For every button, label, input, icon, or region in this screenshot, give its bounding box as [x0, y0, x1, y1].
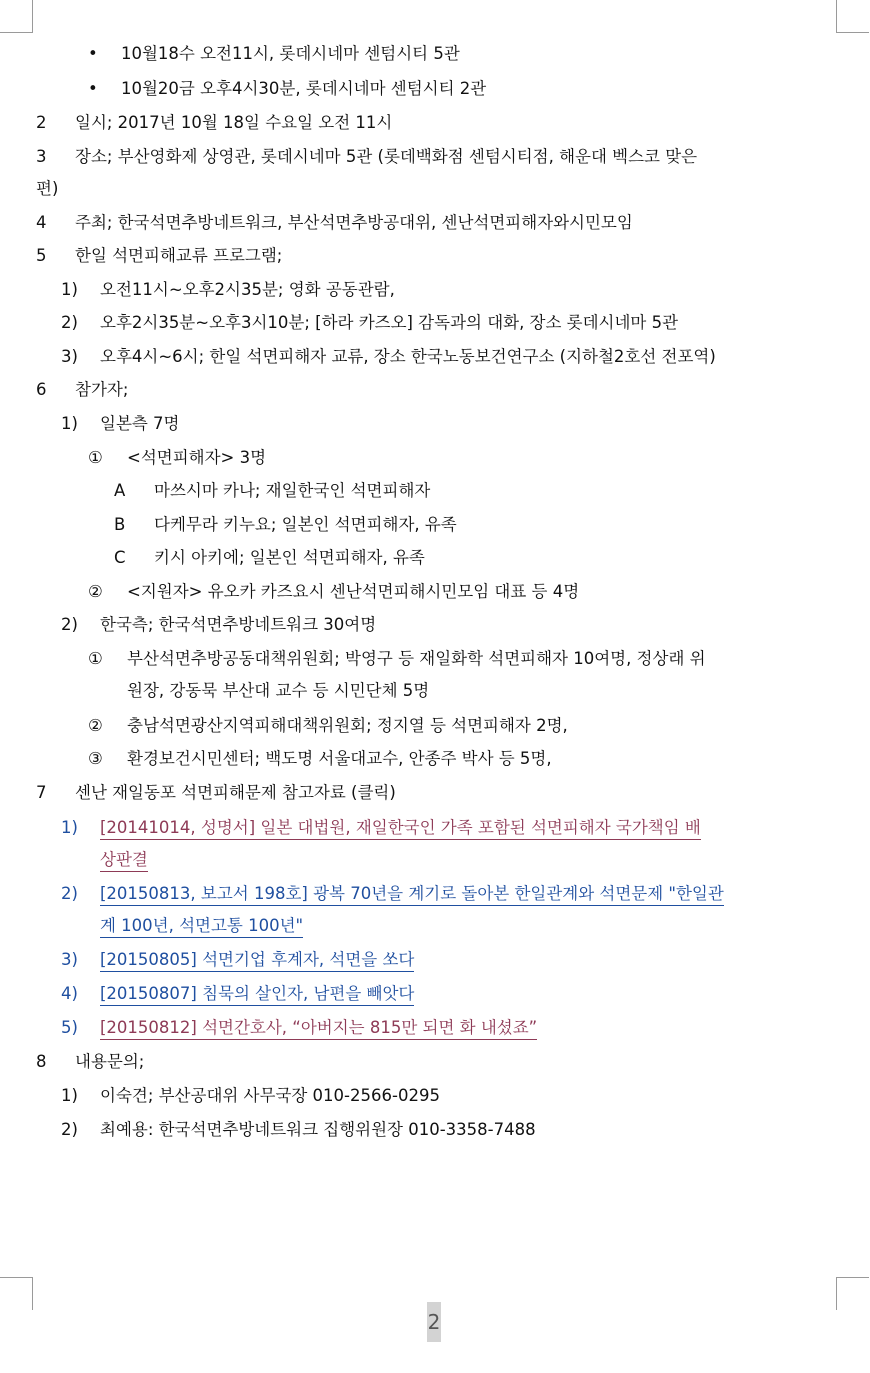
section-number: 2	[36, 113, 47, 132]
list-item-text-line-1: 부산석면추방공동대책위원회; 박영구 등 재일화학 석면피해자 10여명, 정상래 위	[127, 649, 706, 668]
item-number: 3)	[61, 347, 78, 366]
section-number: 6	[36, 380, 47, 399]
item-number: 4)	[61, 984, 78, 1003]
reference-link-5[interactable]	[36, 1012, 836, 1044]
section-number: 8	[36, 1052, 47, 1071]
list-item	[36, 609, 836, 641]
letter-marker: B	[114, 515, 126, 534]
list-item	[36, 509, 836, 541]
section-participants	[36, 374, 836, 406]
list-item	[36, 442, 836, 474]
section-text: 일시; 2017년 10월 18일 수요일 오전 11시	[75, 113, 393, 132]
crop-mark-top-right	[836, 0, 869, 33]
list-item-text: 다케무라 키누요; 일본인 석면피해자, 유족	[154, 515, 457, 534]
list-item	[36, 576, 836, 608]
list-item	[36, 341, 836, 373]
item-number: 1)	[61, 818, 78, 837]
list-item-text: 오후4시~6시; 한일 석면피해자 교류, 장소 한국노동보건연구소 (지하철2호선 전포역)	[100, 347, 716, 366]
reference-link-text-line-2[interactable]: 계 100년, 석면고통 100년"	[100, 916, 303, 938]
list-item-text: 한국측; 한국석면추방네트워크 30여명	[100, 615, 377, 634]
item-number: 1)	[61, 280, 78, 299]
circled-number: ①	[88, 448, 103, 467]
list-item	[36, 274, 836, 306]
section-references	[36, 777, 836, 809]
item-number: 5)	[61, 1018, 78, 1037]
list-item-text: 오후2시35분~오후3시10분; [하라 카즈오] 감독과의 대화, 장소 롯데시네마 5관	[100, 313, 679, 332]
section-number: 4	[36, 213, 47, 232]
section-contact	[36, 1046, 836, 1078]
list-item-text	[127, 643, 836, 707]
section-host	[36, 207, 836, 239]
list-item	[36, 38, 836, 70]
bullet-marker: •	[88, 79, 98, 98]
reference-link-text[interactable]: [20150812] 석면간호사, “아버지는 815만 되면 화 내셨죠”	[100, 1018, 537, 1040]
list-item-text: 충남석면광산지역피해대책위원회; 정지열 등 석면피해자 2명,	[127, 716, 568, 735]
reference-link-3[interactable]	[36, 944, 836, 976]
item-number: 1)	[61, 1086, 78, 1105]
crop-mark-bottom-right	[836, 1277, 869, 1310]
section-text: 한일 석면피해교류 프로그램;	[75, 246, 283, 265]
section-text	[36, 141, 836, 205]
list-item	[36, 1080, 836, 1112]
section-text: 주최; 한국석면추방네트워크, 부산석면추방공대위, 센난석면피해자와시민모임	[75, 213, 633, 232]
section-text: 센난 재일동포 석면피해문제 참고자료 (클릭)	[75, 783, 396, 802]
letter-marker: A	[114, 481, 126, 500]
section-place	[36, 141, 836, 205]
list-item-text-line-2: 원장, 강동묵 부산대 교수 등 시민단체 5명	[127, 681, 430, 700]
section-program	[36, 240, 836, 272]
list-item	[36, 743, 836, 775]
list-item	[36, 710, 836, 742]
reference-link-1[interactable]	[36, 812, 836, 876]
list-item-text: 10월18수 오전11시, 롯데시네마 센텀시티 5관	[121, 44, 460, 63]
reference-link-text-line-2[interactable]: 상판결	[100, 850, 148, 872]
list-item	[36, 307, 836, 339]
bullet-marker: •	[88, 44, 98, 63]
reference-link-text[interactable]: [20150807] 침묵의 살인자, 남편을 빼앗다	[100, 984, 414, 1006]
list-item	[36, 73, 836, 105]
list-item	[36, 408, 836, 440]
section-text: 내용문의;	[75, 1052, 145, 1071]
reference-link-4[interactable]	[36, 978, 836, 1010]
list-item-text: <지원자> 유오카 카즈요시 센난석면피해시민모임 대표 등 4명	[127, 582, 580, 601]
section-number: 5	[36, 246, 47, 265]
letter-marker: C	[114, 548, 126, 567]
section-text: 참가자;	[75, 380, 129, 399]
circled-number: ②	[88, 716, 103, 735]
list-item	[36, 542, 836, 574]
list-item	[36, 475, 836, 507]
list-item-text: <석면피해자> 3명	[127, 448, 267, 467]
list-item	[36, 1114, 836, 1146]
list-item	[36, 643, 836, 707]
crop-mark-bottom-left	[0, 1277, 33, 1310]
section-number: 7	[36, 783, 47, 802]
section-text-line-1: 장소; 부산영화제 상영관, 롯데시네마 5관 (롯데백화점 센텀시티점, 해운대 벡스코 맞은	[75, 147, 698, 166]
section-text-line-2: 편)	[36, 179, 59, 198]
item-number: 2)	[61, 884, 78, 903]
circled-number: ①	[88, 649, 103, 668]
item-number: 1)	[61, 414, 78, 433]
item-number: 2)	[61, 615, 78, 634]
reference-link-text[interactable]	[100, 878, 836, 942]
reference-link-text[interactable]	[100, 812, 836, 876]
list-item-text: 일본측 7명	[100, 414, 180, 433]
reference-link-text-line-1[interactable]: [20150813, 보고서 198호] 광복 70년을 계기로 돌아본 한일관계와 석면문제 "한일관	[100, 884, 724, 906]
circled-number: ②	[88, 582, 103, 601]
list-item-text: 키시 아키에; 일본인 석면피해자, 유족	[154, 548, 425, 567]
reference-link-2[interactable]	[36, 878, 836, 942]
reference-link-text[interactable]: [20150805] 석면기업 후계자, 석면을 쏘다	[100, 950, 414, 972]
list-item-text: 10월20금 오후4시30분, 롯데시네마 센텀시티 2관	[121, 79, 487, 98]
crop-mark-top-left	[0, 0, 33, 33]
list-item-text: 이숙견; 부산공대위 사무국장 010-2566-0295	[100, 1086, 440, 1105]
item-number: 2)	[61, 1120, 78, 1139]
list-item-text: 마쓰시마 카나; 재일한국인 석면피해자	[154, 481, 431, 500]
reference-link-text-line-1[interactable]: [20141014, 성명서] 일본 대법원, 재일한국인 가족 포함된 석면피해자 국가책임 배	[100, 818, 701, 840]
circled-number: ③	[88, 749, 103, 768]
list-item-text: 환경보건시민센터; 백도명 서울대교수, 안종주 박사 등 5명,	[127, 749, 552, 768]
section-date	[36, 107, 836, 139]
list-item-text: 오전11시~오후2시35분; 영화 공동관람,	[100, 280, 395, 299]
page-number: 2	[427, 1302, 441, 1342]
document-body	[36, 40, 836, 1139]
item-number: 3)	[61, 950, 78, 969]
item-number: 2)	[61, 313, 78, 332]
section-number: 3	[36, 147, 47, 166]
list-item-text: 최예용: 한국석면추방네트워크 집행위원장 010-3358-7488	[100, 1120, 536, 1139]
